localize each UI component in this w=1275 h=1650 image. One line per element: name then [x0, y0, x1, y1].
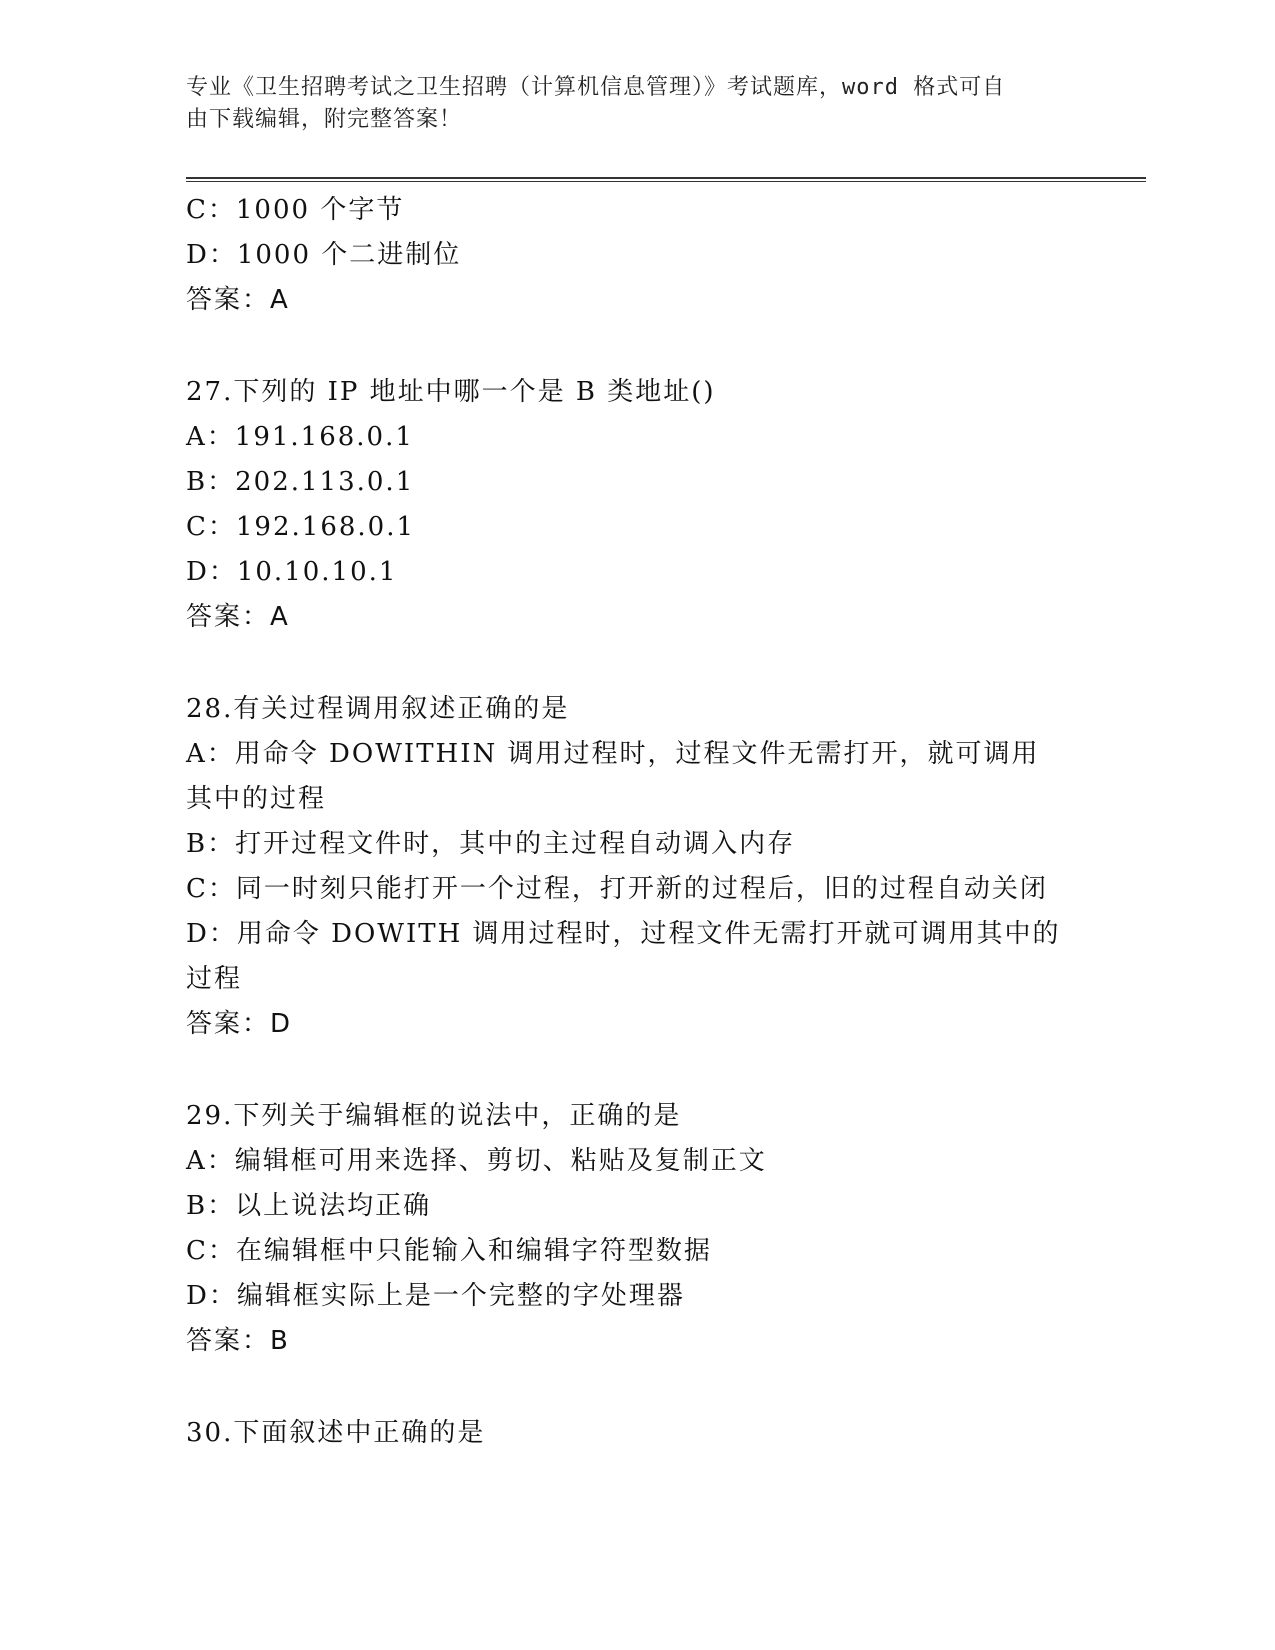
- header-divider-thin: [186, 181, 1146, 182]
- option-d: D：1000 个二进制位: [186, 240, 462, 270]
- question-26-partial: [186, 188, 1066, 323]
- option-d: D：用命令 DOWITH 调用过程时，过程文件无需打开就可调用其中的过程: [186, 919, 1061, 994]
- question-28: [186, 687, 1066, 1047]
- option-c: C：1000 个字节: [186, 195, 405, 225]
- option-a: A：编辑框可用来选择、剪切、粘贴及复制正文: [186, 1146, 767, 1176]
- option-c: C：在编辑框中只能输入和编辑字符型数据: [186, 1236, 712, 1266]
- option-b: B：202.113.0.1: [186, 467, 415, 497]
- document-header: [186, 72, 1066, 136]
- question-30: [186, 1411, 1066, 1456]
- answer-line: 答案：A: [186, 285, 290, 315]
- option-b: B：以上说法均正确: [186, 1191, 432, 1221]
- header-line-1: 专业《卫生招聘考试之卫生招聘（计算机信息管理）》考试题库，word 格式可自: [186, 75, 1006, 100]
- option-a: A：191.168.0.1: [186, 422, 414, 452]
- question-29: [186, 1094, 1066, 1364]
- question-text: 27.下列的 IP 地址中哪一个是 B 类地址(): [186, 377, 716, 407]
- question-27: [186, 370, 1066, 640]
- question-list: [186, 188, 1066, 1456]
- header-divider-thick: [186, 177, 1146, 179]
- option-d: D：编辑框实际上是一个完整的字处理器: [186, 1281, 685, 1311]
- question-text: 29.下列关于编辑框的说法中，正确的是: [186, 1101, 682, 1131]
- question-text: 30.下面叙述中正确的是: [186, 1418, 486, 1448]
- option-d: D：10.10.10.1: [186, 557, 398, 587]
- option-c: C：192.168.0.1: [186, 512, 416, 542]
- question-text: 28.有关过程调用叙述正确的是: [186, 694, 570, 724]
- header-line-2: 由下载编辑，附完整答案！: [186, 107, 463, 132]
- answer-line: 答案：A: [186, 602, 290, 632]
- answer-line: 答案：B: [186, 1326, 290, 1356]
- option-c: C：同一时刻只能打开一个过程，打开新的过程后，旧的过程自动关闭: [186, 874, 1048, 904]
- answer-line: 答案：D: [186, 1009, 293, 1039]
- option-a: A：用命令 DOWITHIN 调用过程时，过程文件无需打开，就可调用其中的过程: [186, 739, 1040, 814]
- option-b: B：打开过程文件时，其中的主过程自动调入内存: [186, 829, 796, 859]
